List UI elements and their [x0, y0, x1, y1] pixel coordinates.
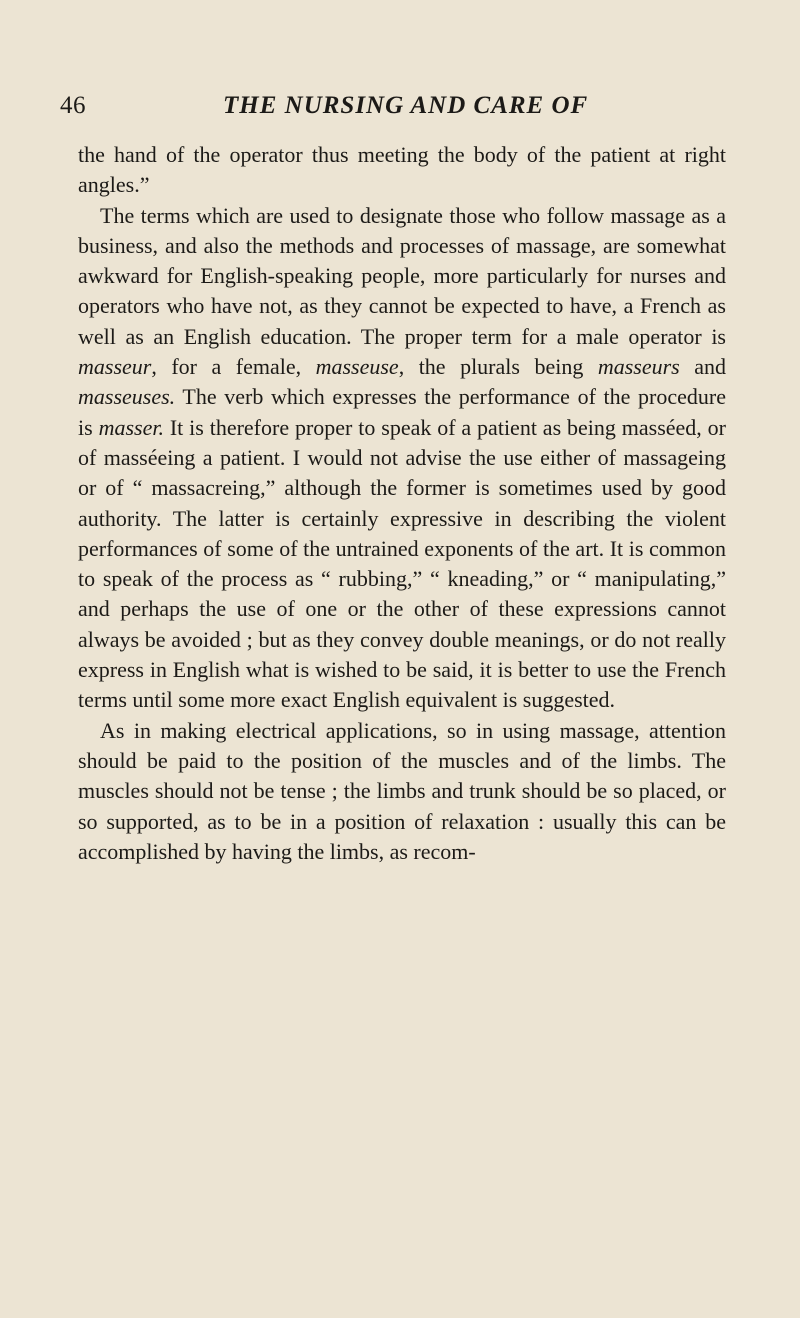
text-run: The terms which are used to designate those who follow massage as a business, and also the methods and processes of massage, are somewhat awkward for English-speaking people, more particularly for nurses and operators who have not, as they cannot be expected to have, a French as well as an English education. The proper term for a male operator is [78, 202, 726, 349]
text-run: It is therefore proper to speak of a patient as being masséed, or of masséeing a patient. I would not advise the use either of massageing or of “ massacreing,” although the former is sometimes used by good authority. The latter is certainly expressive in describing the violent performances of some of the untrained exponents of the art. It is common to speak of the process as “ rubbing,” “ kneading,” or “ manipulating,” and perhaps the use of one or the other of these expressions cannot always be avoided ; but as they convey double meanings, or do not really express in English what is wished to be said, it is better to use the French terms until some more exact English equivalent is suggested. [78, 414, 726, 713]
text-run: As in making electrical applications, so in using massage, attention should be paid to the position of the muscles and of the limbs. The muscles should not be tense ; the limbs and trunk should be so placed, or so supported, as to be in a position of relaxation : usually this can be accomplished by having the limbs, as recom- [78, 717, 726, 864]
running-head [60, 92, 620, 128]
paragraph-continuation [78, 140, 726, 201]
text-run: , for a female, [151, 354, 316, 380]
text-run: , the plurals being [398, 354, 598, 380]
paragraph-positioning [78, 716, 726, 867]
running-title: THE NURSING AND CARE OF [223, 92, 589, 119]
italic-term: masseur [78, 354, 152, 380]
italic-term: masseurs [597, 354, 680, 380]
italic-term: masseuses. [78, 384, 176, 410]
italic-term: masser. [98, 414, 164, 440]
text-run: and [679, 354, 726, 380]
text-run: the hand of the operator thus meeting the body of the patient at right angles.” [78, 142, 726, 198]
italic-term: masseuse [315, 354, 399, 380]
page-number: 46 [60, 92, 86, 119]
text-run: The verb which expresses the performance of the procedure is [78, 384, 726, 440]
body-text [78, 140, 726, 867]
paragraph-terminology [78, 201, 726, 716]
